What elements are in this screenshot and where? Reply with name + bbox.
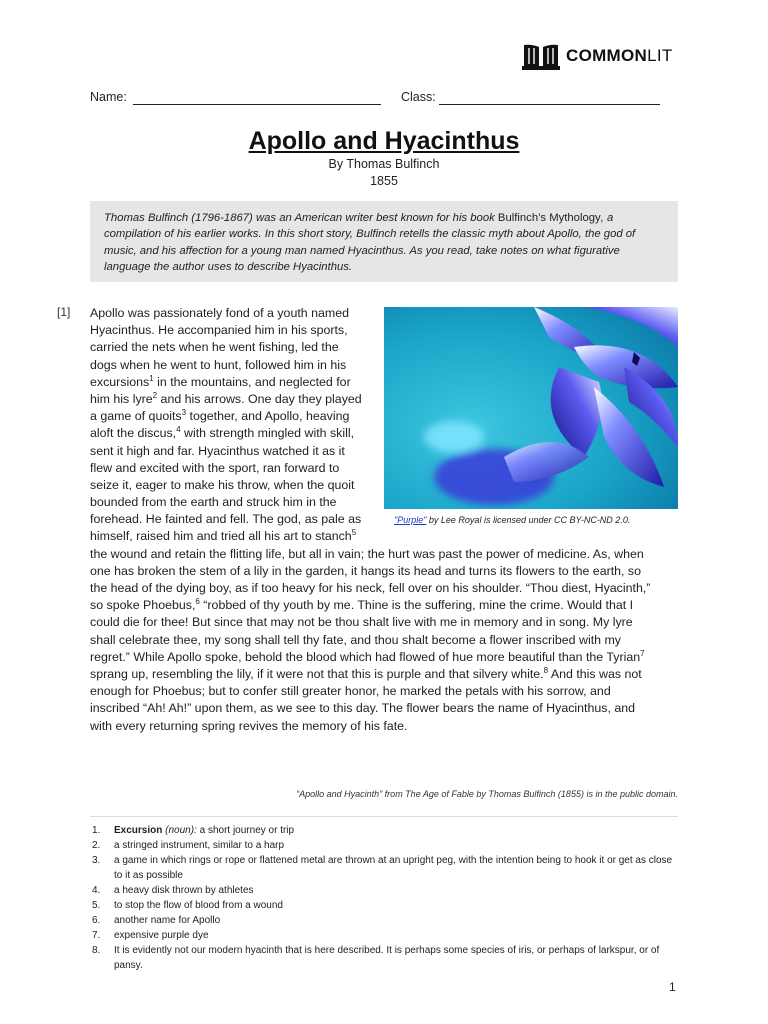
footnote-number: 3. [92,855,101,866]
footnote-number: 1. [92,825,101,836]
story-text-segment: sent it high and far. Hyacinthus watched it as it [90,443,345,458]
footnote-definition: a game in which rings or rope or flattened metal are thrown at an upright peg, with the intention being to hook it or get as close to it as possible [114,855,673,881]
footnote-item [90,913,680,928]
footnote-marker: 3 [181,408,187,417]
footnote-marker: 7 [640,648,645,658]
story-line [90,632,678,649]
story-text-segment: the head of the dying boy, as if too heavy for his neck, fell over on his shoulder. “Thou diest, Hyacinth,” [90,581,651,595]
story-text-segment: regret.” While Apollo spoke, behold the blood which had flowed of hue more beautiful than the Tyrian [90,649,641,664]
footnotes-list [90,823,680,973]
footnote-marker: 5 [351,528,357,538]
hyacinth-flower-image [384,307,678,509]
story-text-segment: and his arrows. One day they played [157,391,362,406]
footnote-number: 5. [92,900,101,911]
footnote-number: 2. [92,840,101,851]
page-number: 1 [669,980,676,994]
story-line [90,666,678,683]
story-text-segment: the wound and retain the flitting life, but all in vain; the hurt was past the power of medicine. As, when [90,546,644,561]
intro-book-title: Bulfinch’s Mythology [497,212,601,224]
footnote-item [90,943,680,973]
source-credit: “Apollo and Hyacinth” from The Age of Fable by Thomas Bulfinch (1855) is in the public domain. [296,789,678,799]
footnote-marker: 1 [149,373,154,383]
story-text-segment: with every returning spring revives the memory of his fate. [90,718,408,733]
name-label: Name: [90,90,127,104]
class-field[interactable] [439,104,660,105]
footnote-marker: 8 [543,665,549,675]
story-text-segment: inscribed “Ah! Ah!” upon them, as we see to this day. The flower bears the name of Hyacinthus, and [90,701,636,716]
story-text-segment: excursions [90,374,150,389]
story-text-segment: shall celebrate thee, my song shall tell thy fate, and thou shalt become a flower inscribed with my [90,632,622,647]
story-text-segment: bounded from the earth and struck him in the [90,495,337,510]
story-line [90,718,678,735]
story-text-segment: together, and Apollo, heaving [186,409,350,424]
story-text-segment: aloft the discus, [90,426,177,441]
footnote-item [90,838,680,853]
story-text-segment: “robbed of thy youth by me. Thine is the suffering, mine the crime. Would that I [199,598,634,613]
story-text-segment: enough for Phoebus; but to confer still greater honor, he marked the petals with his sorrow, and [90,684,611,699]
story-line [90,597,678,614]
footnote-definition: It is evidently not our modern hyacinth that is here described. It is perhaps some species of iris, or perhaps of larkspur, or of pansy. [114,945,660,971]
footnote-item [90,898,680,913]
footnote-definition: expensive purple dye [114,930,209,941]
story-text-segment: carried the nets when he went fishing, led the [90,340,339,355]
byline: By Thomas Bulfinch [328,157,440,171]
story-line [90,614,678,631]
footnote-definition: another name for Apollo [114,915,221,926]
class-label: Class: [401,90,436,104]
story-text-segment: flew and excited with the sport, ran forward to [90,460,340,475]
footnote-definition: a stringed instrument, similar to a harp [114,840,285,851]
open-book-icon [522,42,560,70]
image-caption [394,515,630,525]
footnote-number: 6. [92,915,101,926]
hyacinth-photo [384,307,678,509]
footnote-definition: to stop the flow of blood from a wound [114,900,283,911]
footnote-marker: 2 [152,390,158,400]
story-text-segment: seize it, eager to make his throw, when the quoit [90,477,355,492]
publication-year: 1855 [370,174,398,188]
story-line [90,700,678,717]
story-line [90,683,678,700]
intro-box [90,201,678,282]
story-text-segment: dogs when he went to hunt, followed him in his [90,357,347,372]
story-line [90,580,678,597]
logo-wordmark [566,46,673,66]
logo-bold: COMMON [566,46,648,65]
footnote-definition: a heavy disk thrown by athletes [114,885,254,896]
story-text-segment: Apollo was passionately fond of a youth named [90,306,349,320]
footnote-marker: 6 [195,597,200,607]
footnote-item [90,823,680,838]
commonlit-logo [522,42,673,70]
story-text-segment: one has broken the stem of a lily in the garden, it hangs its head and turns its flowers to the earth, so [90,563,642,578]
story-text-segment: him his lyre [90,391,153,406]
footnote-definition: a short journey or trip [196,825,295,836]
footnote-term: Excursion [114,825,163,836]
footnote-divider [90,816,678,817]
story-line [90,546,678,563]
page-title: Apollo and Hyacinthus [248,127,520,155]
footnote-marker: 4 [176,425,181,435]
story-text-segment: Hyacinthus. He accompanied him in his sports, [90,323,348,338]
story-text-segment: forehead. He fainted and fell. The god, as pale as [90,512,362,527]
story-text-segment: could die for thee! But since that may not be thou shalt live with me in memory and in song. My lyre [90,615,633,630]
image-source-link[interactable]: "Purple" [394,515,427,525]
footnote-part-of-speech: (noun): [165,825,197,836]
story-line [90,649,678,666]
story-text-segment: And this was not [548,666,642,681]
footnote-number: 7. [92,930,101,941]
story-line [90,528,678,545]
story-text-segment: in the mountains, and neglected for [153,374,351,389]
footnote-number: 4. [92,885,101,896]
intro-text-2: , a compilation of his earlier works. In this short story, Bulfinch retells the classic myth about Apollo, the god of music, and his affection for a young man named Hyacinthus. As you read, take notes on what figurative language the author uses to describe Hyacinthus. [104,212,636,274]
footnote-item [90,883,680,898]
intro-text-1: Thomas Bulfinch (1796-1867) was an American writer best known for his book [104,212,498,224]
footnote-item [90,928,680,943]
story-text-segment: himself, raised him and tried all his art to stanch [90,529,352,544]
logo-light: LIT [647,46,673,65]
story-text-segment: sprang up, resembling the lily, if it were not that this is purple and that silvery white. [90,666,544,681]
story-text-segment: so spoke Phoebus, [90,598,196,613]
footnote-item [90,853,680,883]
story-text-segment: a game of quoits [90,409,182,424]
name-field[interactable] [133,104,381,105]
image-license: by Lee Royal is licensed under CC BY-NC-ND 2.0. [426,515,631,525]
paragraph-number: [1] [57,305,71,319]
footnote-number: 8. [92,945,101,956]
story-line [90,563,678,580]
story-text-segment: with strength mingled with skill, [180,426,355,441]
